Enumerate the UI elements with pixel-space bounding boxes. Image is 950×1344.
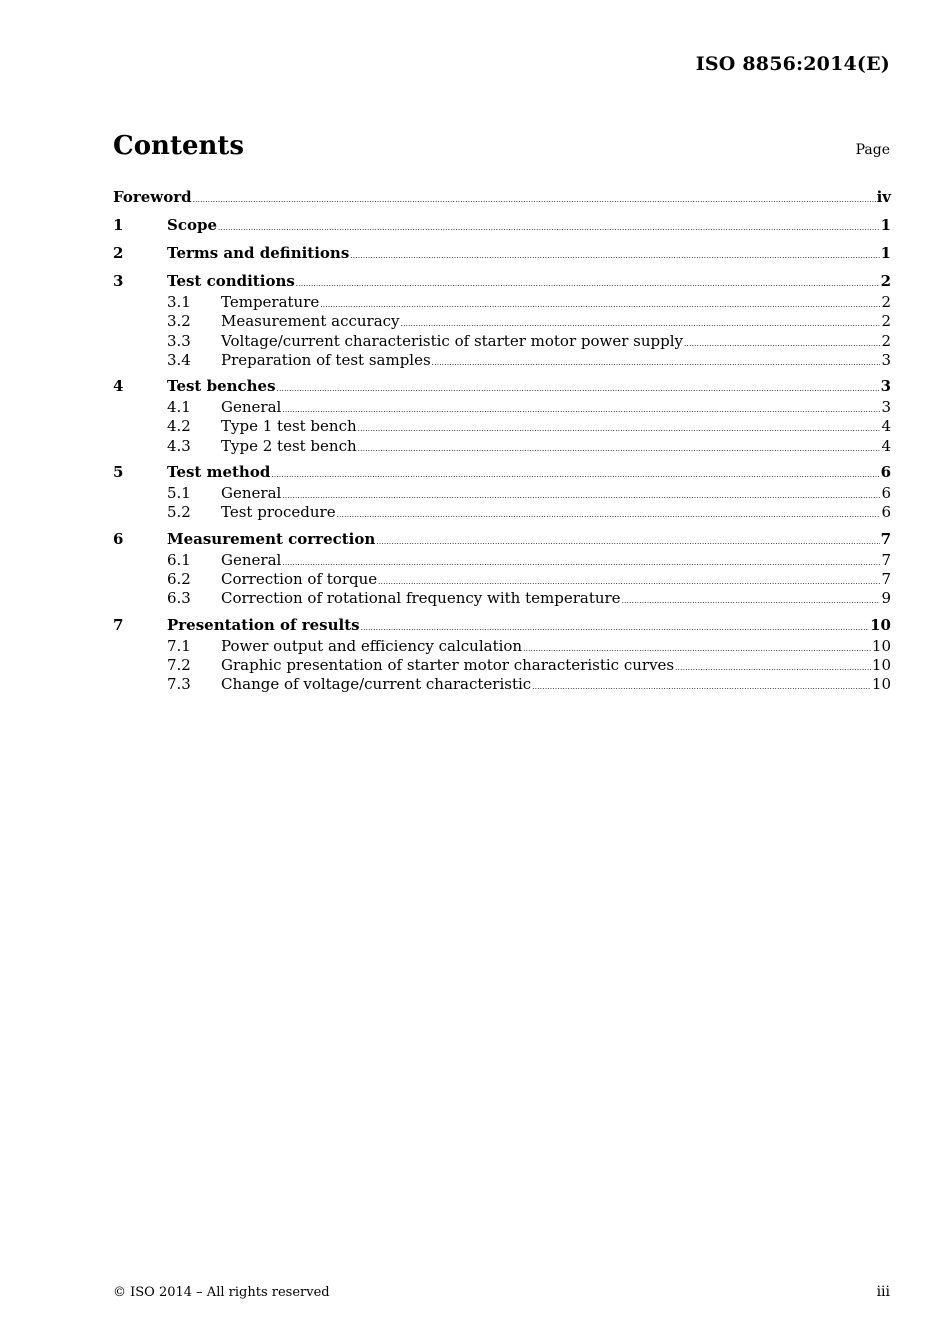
toc-entry-number: 5 <box>113 463 124 482</box>
toc-entry-page: 10 <box>871 636 891 655</box>
dot-leader <box>675 665 871 672</box>
toc-entry-page: 3 <box>880 377 891 396</box>
toc-entry-page: 10 <box>871 675 891 694</box>
dot-leader <box>358 426 881 433</box>
toc-entry-page: 2 <box>881 312 891 331</box>
toc-entry-title: Measurement correction <box>167 529 376 548</box>
table-of-contents <box>113 186 891 699</box>
toc-entry-page: 1 <box>880 216 891 234</box>
toc-entry-page: 10 <box>870 615 891 634</box>
toc-entry-clause[interactable] <box>113 214 891 237</box>
toc-entry-subclause[interactable] <box>113 656 891 675</box>
toc-entry-subclause[interactable] <box>113 437 891 456</box>
toc-entry-title: General <box>221 484 282 503</box>
toc-entry-number: 7.1 <box>167 636 191 655</box>
toc-entry-title: Foreword <box>113 188 192 206</box>
dot-leader <box>532 684 871 691</box>
toc-entry-subclause[interactable] <box>113 293 891 312</box>
toc-entry-number: 7.3 <box>167 675 191 694</box>
toc-entry-title: Preparation of test samples <box>221 350 431 369</box>
toc-entry-clause[interactable] <box>113 461 891 484</box>
toc-entry-subclause[interactable] <box>113 312 891 331</box>
dot-leader <box>320 302 880 309</box>
toc-entry-page: 9 <box>881 589 891 608</box>
toc-entry-title: Temperature <box>221 293 320 311</box>
toc-entry-number: 4 <box>113 377 124 396</box>
dot-leader <box>622 598 881 605</box>
toc-entry-title: General <box>221 398 282 417</box>
toc-foreword <box>113 186 891 209</box>
toc-clause-group <box>113 214 891 237</box>
dot-leader <box>296 281 880 288</box>
toc-entry-page: 7 <box>881 550 891 569</box>
toc-entry-page: 2 <box>881 331 891 350</box>
toc-clause-group <box>113 461 891 523</box>
toc-entry-subclause[interactable] <box>113 417 891 436</box>
toc-entry-number: 3.4 <box>167 350 191 369</box>
dot-leader <box>193 197 876 204</box>
toc-entry-number: 4.3 <box>167 436 191 455</box>
toc-entry-page: 7 <box>881 569 891 588</box>
toc-entry-page: 7 <box>880 529 891 548</box>
toc-entry-subclause[interactable] <box>113 551 891 570</box>
toc-entry-subclause[interactable] <box>113 398 891 417</box>
dot-leader <box>376 539 879 546</box>
dot-leader <box>271 472 879 479</box>
toc-entry-number: 4.1 <box>167 398 191 417</box>
toc-entry-subclause[interactable] <box>113 637 891 656</box>
toc-entry-page: iv <box>876 188 891 206</box>
toc-entry-title: Power output and efficiency calculation <box>221 636 523 655</box>
toc-entry-page: 2 <box>880 272 891 290</box>
toc-entry-title: Test procedure <box>221 503 336 522</box>
dot-leader <box>432 360 881 367</box>
toc-entry-page: 10 <box>871 655 891 674</box>
toc-entry-foreword[interactable] <box>113 186 891 209</box>
toc-entry-title: Presentation of results <box>167 615 360 634</box>
toc-entry-clause[interactable] <box>113 375 891 398</box>
toc-entry-number: 6 <box>113 529 124 548</box>
dot-leader <box>401 321 881 328</box>
toc-entry-number: 1 <box>113 216 124 234</box>
toc-entry-title: Test method <box>167 463 271 482</box>
dot-leader <box>361 625 870 632</box>
toc-entry-subclause[interactable] <box>113 351 891 370</box>
toc-entry-number: 7.2 <box>167 655 191 674</box>
toc-entry-number: 5.1 <box>167 484 191 503</box>
toc-entry-title: Measurement accuracy <box>221 312 400 331</box>
toc-entry-number: 5.2 <box>167 503 191 522</box>
toc-clauses <box>113 214 891 694</box>
page-column-label: Page <box>855 142 890 158</box>
toc-entry-subclause[interactable] <box>113 503 891 522</box>
toc-clause-group <box>113 528 891 609</box>
contents-heading: Contents <box>113 131 245 161</box>
toc-entry-number: 7 <box>113 615 124 634</box>
copyright-notice: © ISO 2014 – All rights reserved <box>113 1285 330 1300</box>
toc-entry-clause[interactable] <box>113 270 891 293</box>
dot-leader <box>337 512 881 519</box>
toc-entry-subclause[interactable] <box>113 484 891 503</box>
toc-entry-title: Terms and definitions <box>167 244 350 262</box>
toc-entry-page: 1 <box>880 244 891 262</box>
toc-entry-title: Type 2 test bench <box>221 436 357 455</box>
toc-entry-page: 3 <box>881 398 891 417</box>
toc-entry-subclause[interactable] <box>113 570 891 589</box>
toc-entry-subclause[interactable] <box>113 675 891 694</box>
toc-clause-group <box>113 375 891 456</box>
dot-leader <box>358 446 881 453</box>
toc-entry-subclause[interactable] <box>113 332 891 351</box>
dot-leader <box>350 253 879 260</box>
toc-entry-title: Change of voltage/current characteristic <box>221 675 532 694</box>
toc-entry-page: 4 <box>881 417 891 436</box>
dot-leader <box>282 493 880 500</box>
toc-clause-group <box>113 242 891 265</box>
toc-entry-clause[interactable] <box>113 528 891 551</box>
toc-entry-number: 3.2 <box>167 312 191 331</box>
toc-entry-title: Graphic presentation of starter motor characteristic curves <box>221 655 675 674</box>
toc-entry-page: 6 <box>881 484 891 503</box>
toc-entry-page: 4 <box>881 436 891 455</box>
toc-entry-page: 6 <box>881 503 891 522</box>
toc-entry-title: Correction of rotational frequency with temperature <box>221 589 621 608</box>
toc-clause-group <box>113 614 891 695</box>
standard-identifier: ISO 8856:2014(E) <box>695 53 890 75</box>
toc-entry-title: Type 1 test bench <box>221 417 357 436</box>
page-number: iii <box>876 1284 890 1300</box>
dot-leader <box>277 386 880 393</box>
dot-leader <box>523 646 871 653</box>
toc-entry-title: Test conditions <box>167 272 295 290</box>
toc-clause-group <box>113 270 891 370</box>
dot-leader <box>218 225 880 232</box>
toc-entry-number: 3.3 <box>167 331 191 350</box>
toc-entry-clause[interactable] <box>113 614 891 637</box>
toc-entry-subclause[interactable] <box>113 589 891 608</box>
toc-entry-page: 3 <box>881 350 891 369</box>
toc-entry-clause[interactable] <box>113 242 891 265</box>
toc-entry-number: 6.2 <box>167 569 191 588</box>
toc-entry-number: 3.1 <box>167 293 191 311</box>
toc-entry-title: General <box>221 550 282 569</box>
toc-entry-title: Correction of torque <box>221 569 378 588</box>
toc-entry-number: 2 <box>113 244 124 262</box>
toc-entry-title: Test benches <box>167 377 276 396</box>
dot-leader <box>282 407 880 414</box>
toc-entry-page: 2 <box>881 293 891 311</box>
dot-leader <box>684 341 880 348</box>
dot-leader <box>282 560 880 567</box>
toc-entry-number: 4.2 <box>167 417 191 436</box>
toc-entry-title: Scope <box>167 216 218 234</box>
toc-entry-number: 3 <box>113 272 124 290</box>
toc-entry-page: 6 <box>880 463 891 482</box>
dot-leader <box>378 579 880 586</box>
toc-entry-number: 6.1 <box>167 550 191 569</box>
toc-entry-title: Voltage/current characteristic of starter motor power supply <box>221 331 684 350</box>
toc-entry-number: 6.3 <box>167 589 191 608</box>
